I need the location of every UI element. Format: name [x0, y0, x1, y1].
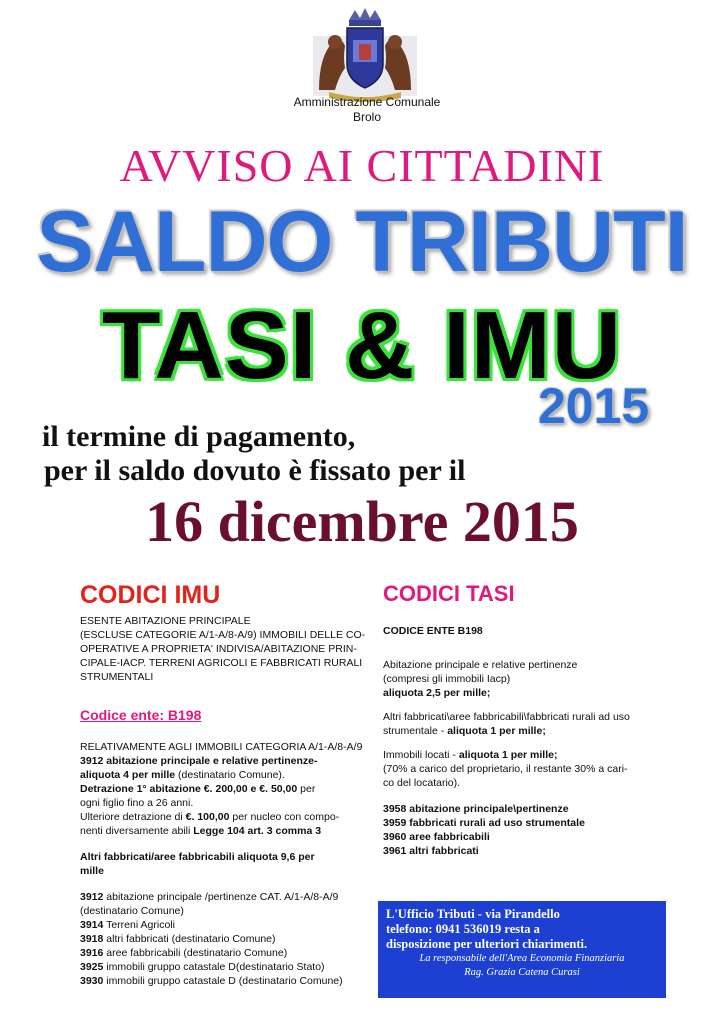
signature-name: Rag. Grazia Catena Curasi [464, 967, 580, 978]
list-item [80, 904, 370, 918]
imu-legge: Legge 104 art. 3 comma 3 [193, 825, 322, 837]
imu-rate-line [80, 768, 370, 782]
tasi-altri: Altri fabbricati\aree fabbricabili\fabbricati rurali ad uso [383, 711, 630, 723]
tasi-codice-ente: CODICE ENTE B198 [383, 625, 483, 637]
imu-ulteriore-d: nenti diversamente abili [80, 825, 194, 837]
tasi-abitazione: Abitazione principale e relative pertinenze [383, 659, 578, 671]
imu-detrazione-rest: per [297, 783, 316, 795]
tasi-altri [383, 724, 683, 738]
list-item: 3959 fabbricati rurali ad uso strumentale [383, 817, 585, 829]
list-item [80, 946, 370, 960]
list-item [80, 960, 370, 974]
tasi-codes-section [383, 580, 683, 858]
imu-esente-line: CIPALE-IACP. TERRENI AGRICOLI E FABBRICATI RURALI [80, 657, 363, 669]
imu-ulteriore-a: Ulteriore detrazione di [80, 811, 186, 823]
tasi-locati: (70% a carico del proprietario, il restante 30% a cari- [383, 763, 628, 775]
imu-rate-line [80, 754, 370, 768]
tasi-locati-a: Immobili locati - [383, 749, 459, 761]
imu-relativamente: RELATIVAMENTE AGLI IMMOBILI CATEGORIA A/1-A/8-A/9 [80, 741, 363, 753]
list-item [80, 932, 370, 946]
tasi-abitazione: (compresi gli immobili Iacp) [383, 673, 511, 685]
code: 3930 [80, 975, 104, 987]
imu-esente-line: OPERATIVE A PROPRIETA' INDIVISA/ABITAZIONE PRIN- [80, 643, 357, 655]
imu-altri-fabbricati: Altri fabbricati/aree fabbricabili aliquota 9,6 per [80, 851, 315, 863]
code-desc: (destinatario Comune) [80, 905, 184, 917]
tasi-locati [383, 748, 683, 762]
tasi-heading: CODICI TASI [383, 581, 515, 606]
imu-heading: CODICI IMU [80, 581, 221, 609]
imu-codes-section [80, 580, 370, 988]
imu-detrazione-bold: Detrazione 1° abitazione €. 200,00 e €. 50,00 [80, 783, 298, 795]
admin-line-1: Amministrazione Comunale [293, 95, 441, 109]
imu-codice-ente: Codice ente: B198 [80, 707, 202, 723]
list-item [80, 890, 370, 904]
tasi-locati-aliquota: aliquota 1 per mille; [458, 749, 558, 761]
administration-label [230, 95, 504, 125]
code-desc: aree fabbricabili (destinatario Comune) [103, 947, 288, 959]
code: 3916 [80, 947, 104, 959]
tasi-imu-title: TASI & IMU [101, 292, 623, 399]
saldo-tributi-title: SALDO TRIBUTI [36, 194, 688, 290]
code: 3912 [80, 891, 104, 903]
code-desc: Terreni Agricoli [103, 919, 175, 931]
code: 3925 [80, 961, 104, 973]
imu-rate-aliquota: aliquota 4 per mille [80, 769, 176, 781]
list-item: 3960 aree fabbricabili [383, 831, 490, 843]
code-desc: abitazione principale /pertinenze CAT. A/1-A/8-A/9 [103, 891, 339, 903]
code-desc: immobili gruppo catastale D(destinatario Stato) [103, 961, 325, 973]
signature-line: La responsabile dell'Area Economia Finanziaria [419, 953, 625, 964]
imu-rate-dest: (destinatario Comune). [175, 769, 285, 781]
imu-esente-line: STRUMENTALI [80, 671, 154, 683]
imu-code: 3912 [80, 755, 104, 767]
tasi-altri-aliquota: aliquota 1 per mille; [447, 725, 546, 737]
contact-line: L'Ufficio Tributi - via Pirandello [386, 907, 560, 921]
tasi-code-list [383, 802, 683, 858]
list-item [80, 918, 370, 932]
imu-rate-text: abitazione principale e relative pertinenze- [103, 755, 318, 767]
code: 3914 [80, 919, 104, 931]
notice-title: AVVISO AI CITTADINI [119, 140, 605, 191]
contact-line: disposizione per ulteriori chiarimenti. [386, 937, 588, 951]
list-item: 3961 altri fabbricati [383, 845, 479, 857]
imu-ulteriore [80, 810, 370, 824]
tasi-locati: co del locatario). [383, 777, 461, 789]
tasi-altri-a: strumentale - [383, 725, 448, 737]
deadline-line-1: il termine di pagamento, [42, 420, 356, 453]
imu-esente-line: (ESCLUSE CATEGORIE A/1-A/8-A/9) IMMOBILI DELLE CO- [80, 629, 366, 641]
list-item: 3958 abitazione principale\pertinenze [383, 803, 569, 815]
list-item [80, 974, 370, 988]
deadline-text [42, 420, 465, 488]
imu-altri-fabbricati: mille [80, 865, 104, 877]
imu-code-list [80, 890, 370, 988]
admin-line-2: Brolo [352, 110, 381, 124]
contact-box [378, 901, 666, 998]
tasi-abitazione-aliquota: aliquota 2,5 per mille; [383, 687, 491, 699]
imu-detrazione-figli: ogni figlio fino a 26 anni. [80, 797, 194, 809]
year-label: 2015 [538, 378, 650, 434]
imu-ulteriore [80, 824, 370, 838]
imu-esente-line: ESENTE ABITAZIONE PRINCIPALE [80, 615, 251, 627]
imu-ulteriore-c: per nucleo con compo- [229, 811, 340, 823]
code-desc: altri fabbricati (destinatario Comune) [103, 933, 276, 945]
code: 3918 [80, 933, 104, 945]
imu-detrazione [80, 782, 370, 796]
contact-phone: telefono: 0941 536019 resta a [386, 922, 540, 936]
imu-ulteriore-amount: €. 100,00 [185, 811, 230, 823]
deadline-date: 16 dicembre 2015 [145, 489, 579, 554]
deadline-line-2: per il saldo dovuto è fissato per il [44, 454, 466, 487]
code-desc: immobili gruppo catastale D (destinatario Comune) [103, 975, 343, 987]
municipal-coat-of-arms-icon [305, 6, 425, 102]
